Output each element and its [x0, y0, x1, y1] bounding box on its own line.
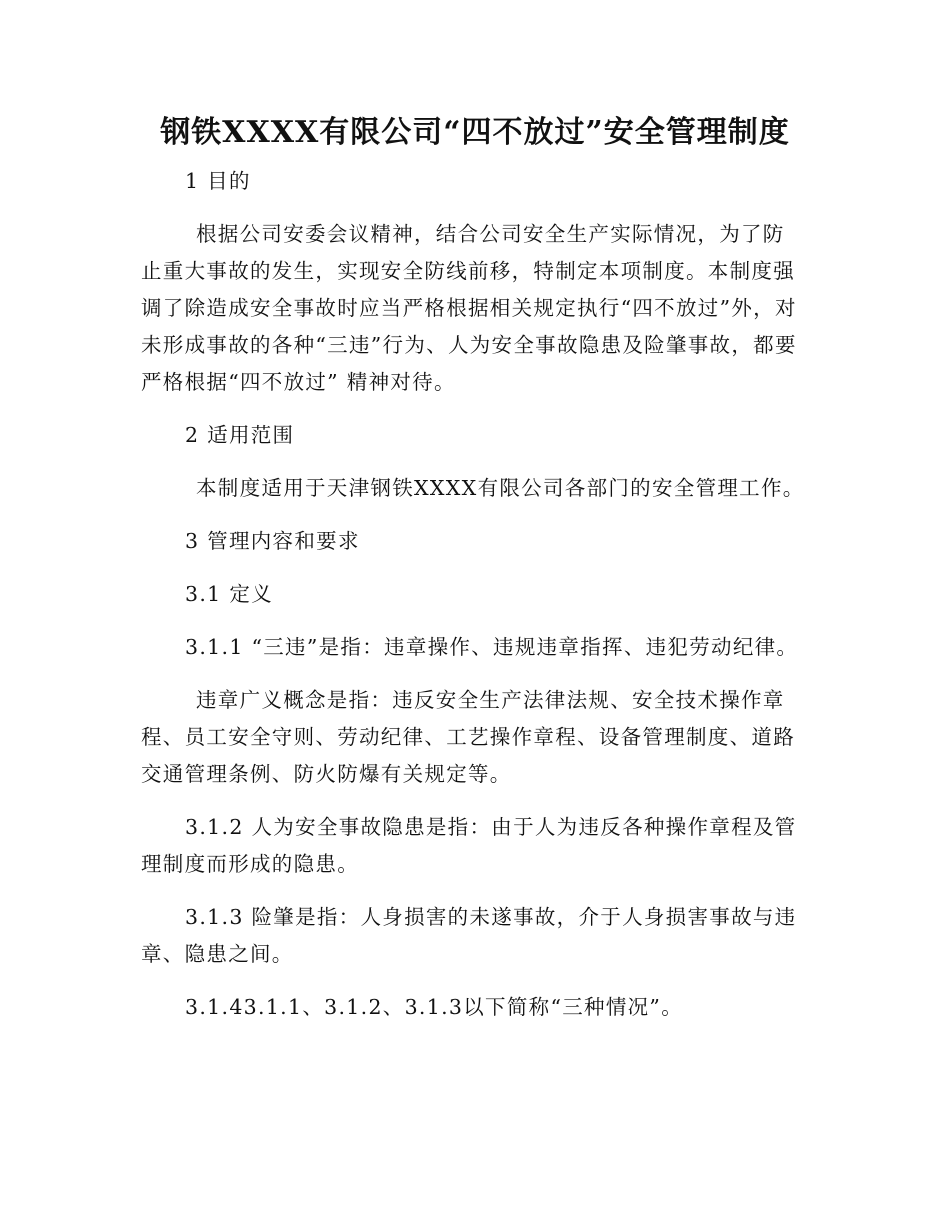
section-3-1-1-sub-paragraph: 违章广义概念是指：违反安全生产法律法规、安全技术操作章程、员工安全守则、劳动纪律、工艺操作章程、设备管理制度、道路交通管理条例、防火防爆有关规定等。 [141, 688, 795, 786]
section-3-1-1-paragraph: 3.1.1 “三违”是指：违章操作、违规违章指挥、违犯劳动纪律。 [185, 635, 799, 659]
section-3-1-3-paragraph: 3.1.3 险肇是指：人身损害的未遂事故，介于人身损害事故与违章、隐患之间。 [141, 905, 797, 966]
document-title: 钢铁XXXX有限公司“四不放过”安全管理制度 [160, 115, 790, 150]
section-3-1-2-paragraph: 3.1.2 人为安全事故隐患是指：由于人为违反各种操作章程及管理制度而形成的隐患。 [141, 815, 797, 876]
section-3-heading: 3 管理内容和要求 [185, 529, 360, 553]
document-body [141, 163, 806, 1042]
section-3-1-4-paragraph: 3.1.43.1.1、3.1.2、3.1.3以下简称“三种情况”。 [185, 995, 684, 1019]
section-3-1-heading: 3.1 定义 [185, 582, 273, 606]
section-1-paragraph: 根据公司安委会议精神，结合公司安全生产实际情况，为了防止重大事故的发生，实现安全防线前移，特制定本项制度。本制度强调了除造成安全事故时应当严格根据相关规定执行“四不放过”外，对未形成事故的各种“三违”行为、人为安全事故隐患及险肇事故，都要严格根据“四不放过” 精神对待。 [141, 222, 797, 394]
section-2-heading: 2 适用范围 [185, 423, 295, 447]
section-1-heading: 1 目的 [185, 169, 251, 193]
section-2-paragraph: 本制度适用于天津钢铁XXXX有限公司各部门的安全管理工作。 [196, 476, 805, 500]
